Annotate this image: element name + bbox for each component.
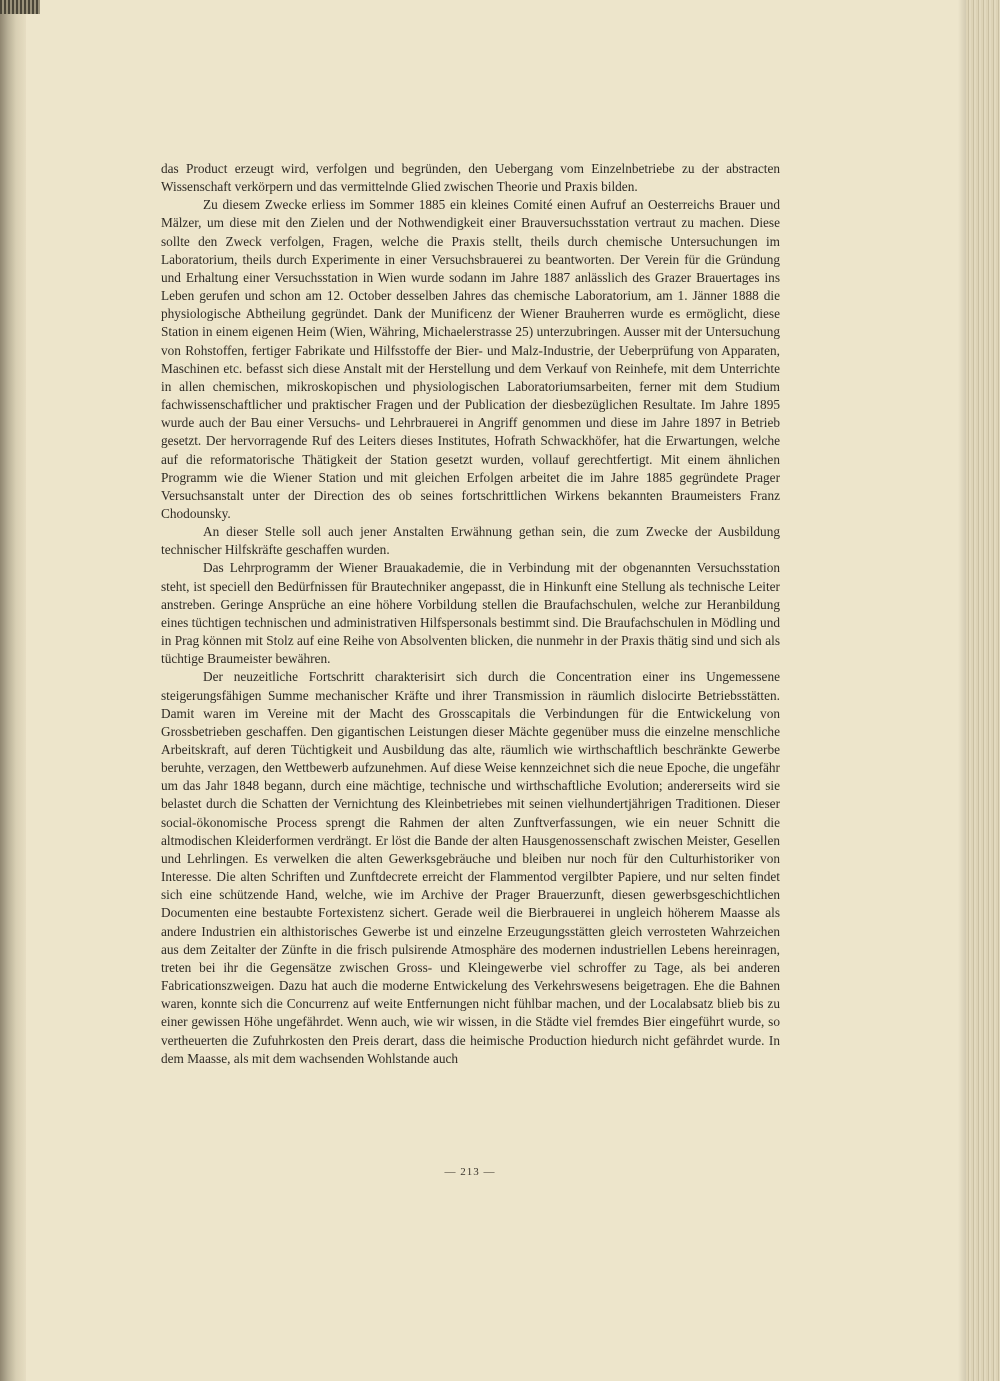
paragraph-4: Das Lehrprogramm der Wiener Brauakademie, die in Verbindung mit der obgenannten Versuchsstation steht, ist speciell den Bedürfnissen für Brautechniker angepasst, die in Hinkunft eine Stellung als technische Leiter anstreben. Geringe Ansprüche an eine höhere Vorbildung stellen die Braufachschulen, welche zur Heranbildung eines tüchtigen technischen und administrativen Hilfspersonals bestimmt sind. Die Braufachschulen in Mödling und in Prag können mit Stolz auf eine Reihe von Absolventen blicken, die nunmehr in der Praxis thätig sind und sich als tüchtige Braumeister bewähren. [161, 560, 780, 667]
body-text [161, 160, 780, 1068]
paragraph-1: das Product erzeugt wird, verfolgen und begründen, den Uebergang vom Einzelnbetriebe zu der abstracten Wissenschaft verkörpern und das vermittelnde Glied zwischen Theorie und Praxis bilden. [161, 161, 780, 195]
page-number: — 213 — [444, 1166, 496, 1178]
page-edge-shadow [958, 0, 966, 1381]
paragraph-3: An dieser Stelle soll auch jener Anstalten Erwähnung gethan sein, die zum Zwecke der Ausbildung technischer Hilfskräfte geschaffen wurden. [161, 524, 780, 558]
binding-stitch [0, 0, 40, 14]
paragraph-2: Zu diesem Zwecke erliess im Sommer 1885 ein kleines Comité einen Aufruf an Oesterreichs Brauer und Mälzer, um diese mit den Zielen und der Nothwendigkeit einer Brauversuchsstation vertraut zu machen. Diese sollte den Zweck verfolgen, Fragen, welche die Praxis stellt, theils durch chemische Untersuchungen im Laboratorium, theils durch Experimente in einer Versuchsbrauerei zu beantworten. Der Verein für die Gründung und Erhaltung einer Versuchsstation in Wien wurde sodann im Jahre 1887 anlässlich des Grazer Brauertages ins Leben gerufen und schon am 12. October desselben Jahres das chemische Laboratorium, am 1. Jänner 1888 die physiologische Abtheilung gegründet. Dank der Munificenz der Wiener Brauherren wurde es ermöglicht, diese Station in einem eigenen Heim (Wien, Währing, Michaelerstrasse 25) unterzubringen. Ausser mit der Untersuchung von Rohstoffen, fertiger Fabrikate und Hilfsstoffe der Bier- und Malz-Industrie, der Ueberprüfung von Apparaten, Maschinen etc. befasst sich diese Anstalt mit der Herstellung und dem Verkauf von Reinhefe, mit dem Unterrichte in allen chemischen, mikroskopischen und physiologischen Laboratoriumsarbeiten, ferner mit dem Studium fachwissenschaftlicher und praktischer Fragen und der Publication der diesbezüglichen Resultate. Im Jahre 1895 wurde auch der Bau einer Versuchs- und Lehrbrauerei in Angriff genommen und diese im Jahre 1897 in Betrieb gesetzt. Der hervorragende Ruf des Leiters dieses Institutes, Hofrath Schwackhöfer, hat die Erwartungen, welche auf die reformatorische Thätigkeit der Station gesetzt wurden, vollauf gerechtfertigt. Mit einem ähnlichen Programm wie die Wiener Station und mit gleichen Erfolgen arbeitet die im Jahre 1885 gegründete Prager Versuchsanstalt unter der Direction des ob seines fortschrittlichen Wirkens bekannten Braumeisters Franz Chodounsky. [161, 197, 780, 521]
page-stack-edge [966, 0, 1000, 1381]
paragraph-5: Der neuzeitliche Fortschritt charakterisirt sich durch die Concentration einer ins Ungemessene steigerungsfähigen Summe mechanischer Kräfte und ihrer Transmission in räumlich dislocirte Betriebsstätten. Damit waren im Vereine mit der Macht des Grosscapitals die Verbindungen für die Entwickelung von Grossbetrieben geschaffen. Den gigantischen Leistungen dieser Mächte gegenüber muss die einzelne menschliche Arbeitskraft, auf deren Tüchtigkeit und Ausbildung das alte, räumlich wie wirthschaftlich beschränkte Gewerbe beruhte, verzagen, den Wettbewerb aufzunehmen. Auf diese Weise kennzeichnet sich die neue Epoche, die ungefähr um das Jahr 1848 begann, durch eine mächtige, technische und wirthschaftliche Evolution; andererseits wird sie belastet durch die Schatten der Vernichtung des Kleinbetriebes mit seinen vielhundertjährigen Traditionen. Dieser social-ökonomische Process sprengt die Rahmen der alten Zunftverfassungen, wie ein neuer Schnitt die altmodischen Kleiderformen verdrängt. Er löst die Bande der alten Hausgenossenschaft zwischen Meister, Gesellen und Lehrlingen. Es verwelken die alten Gewerksgebräuche und bleiben nur noch für den Culturhistoriker von Interesse. Die alten Schriften und Zunftdecrete erreicht der Flammentod vergilbter Papiere, und nur selten findet sich eine schützende Hand, welche, wie im Archive der Prager Brauerzunft, diesen gewerbsgeschichtlichen Documenten eine bestaubte Fortexistenz sichert. Gerade weil die Bierbrauerei in ungleich höherem Maasse als andere Industrien ein althistorisches Gewerbe ist und einzelne Erzeugungsstätten gleich verrosteten Wahrzeichen aus dem Zeitalter der Zünfte in die frisch pulsirende Atmosphäre des modernen industriellen Lebens hereinragen, treten bei ihr die Gegensätze zwischen Gross- und Kleingewerbe viel schroffer zu Tage, als bei anderen Fabricationszweigen. Dazu hat auch die moderne Entwickelung des Verkehrswesens beigetragen. Ehe die Bahnen waren, konnte sich die Concurrenz auf weite Entfernungen nicht fühlbar machen, und der Localabsatz blieb bis zu einer gewissen Höhe ungefährdet. Wenn auch, wie wir wissen, in die Städte viel fremdes Bier eingeführt wurde, so vertheuerten die Zufuhrkosten den Preis derart, dass die heimische Production hiedurch nicht gefährdet wurde. In dem Maasse, als mit dem wachsenden Wohlstande auch [161, 669, 780, 1066]
